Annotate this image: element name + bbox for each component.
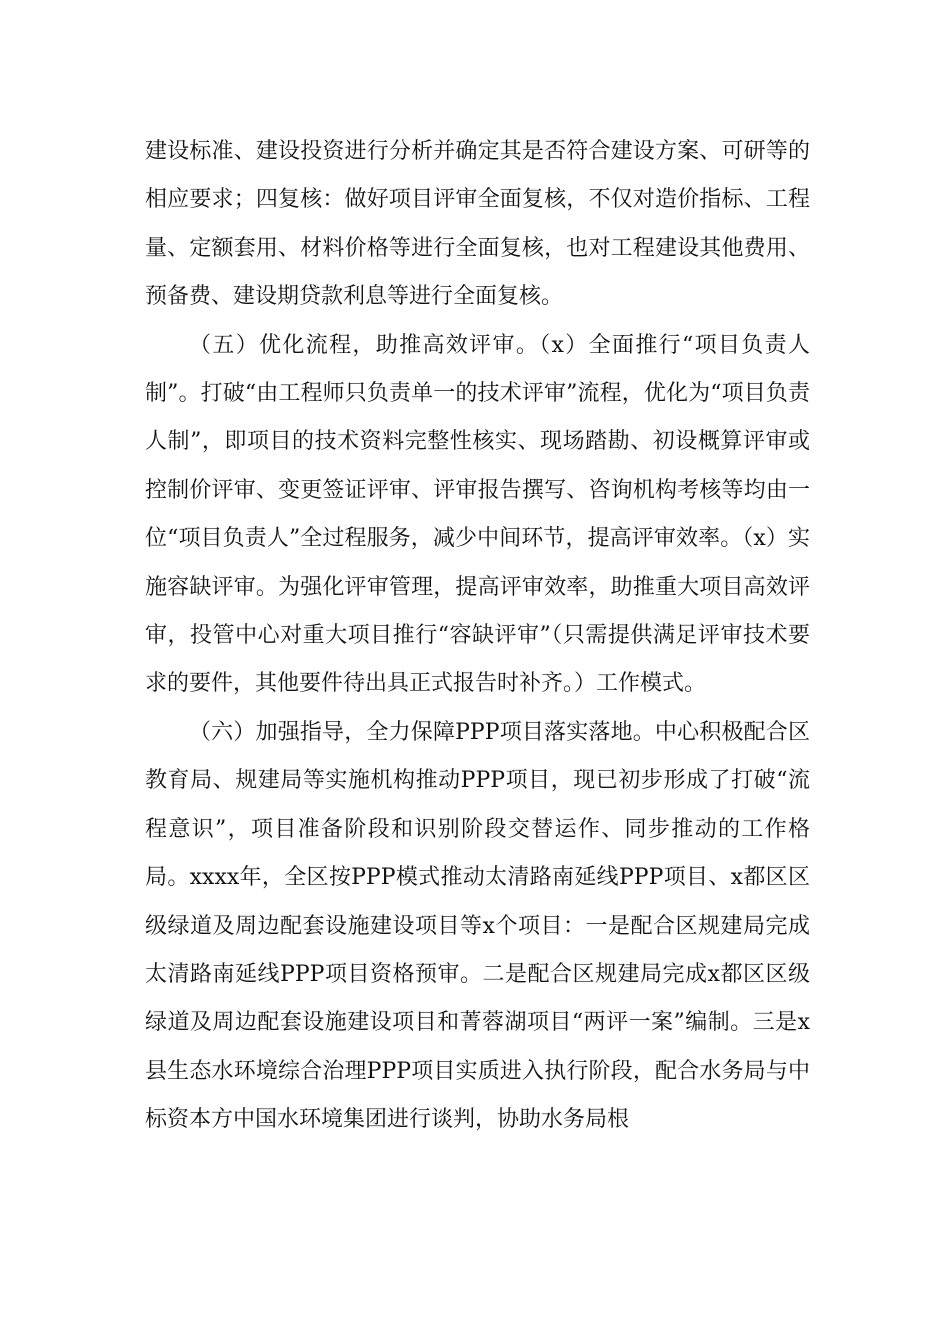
paragraph-continuation: 建设标准、建设投资进行分析并确定其是否符合建设方案、可研等的相应要求；四复核：做好项目评审全面复核，不仅对造价指标、工程量、定额套用、材料价格等进行全面复核，也对工程建设其他费用、预备费、建设期贷款利息等进行全面复核。: [145, 139, 810, 310]
paragraph-section-6: （六）加强指导，全力保障PPP项目落实落地。中心积极配合区教育局、规建局等实施机构推动PPP项目，现已初步形成了打破“流程意识”，项目准备阶段和识别阶段交替运作、同步推动的工作格局。xxxx年，全区按PPP模式推动太清路南延线PPP项目、x都区区级绿道及周边配套设施建设项目等x个项目：一是配合区规建局完成太清路南延线PPP项目资格预审。二是配合区规建局完成x都区区级绿道及周边配套设施建设项目和菁蓉湖项目“两评一案”编制。三是x县生态水环境综合治理PPP项目实质进入执行阶段，配合水务局与中标资本方中国水环境集团进行谈判，协助水务局根: [145, 719, 810, 1133]
document-body: [145, 128, 810, 1145]
paragraph-section-5: （五）优化流程，助推高效评审。（x）全面推行“项目负责人制”。打破“由工程师只负责单一的技术评审”流程，优化为“项目负责人制”，即项目的技术资料完整性核实、现场踏勘、初设概算评审或控制价评审、变更签证评审、评审报告撰写、咨询机构考核等均由一位“项目负责人”全过程服务，减少中间环节，提高评审效率。（x）实施容缺评审。为强化评审管理，提高评审效率，助推重大项目高效评审，投管中心对重大项目推行“容缺评审”（只需提供满足评审技术要求的要件，其他要件待出具正式报告时补齐。）工作模式。: [145, 332, 811, 697]
